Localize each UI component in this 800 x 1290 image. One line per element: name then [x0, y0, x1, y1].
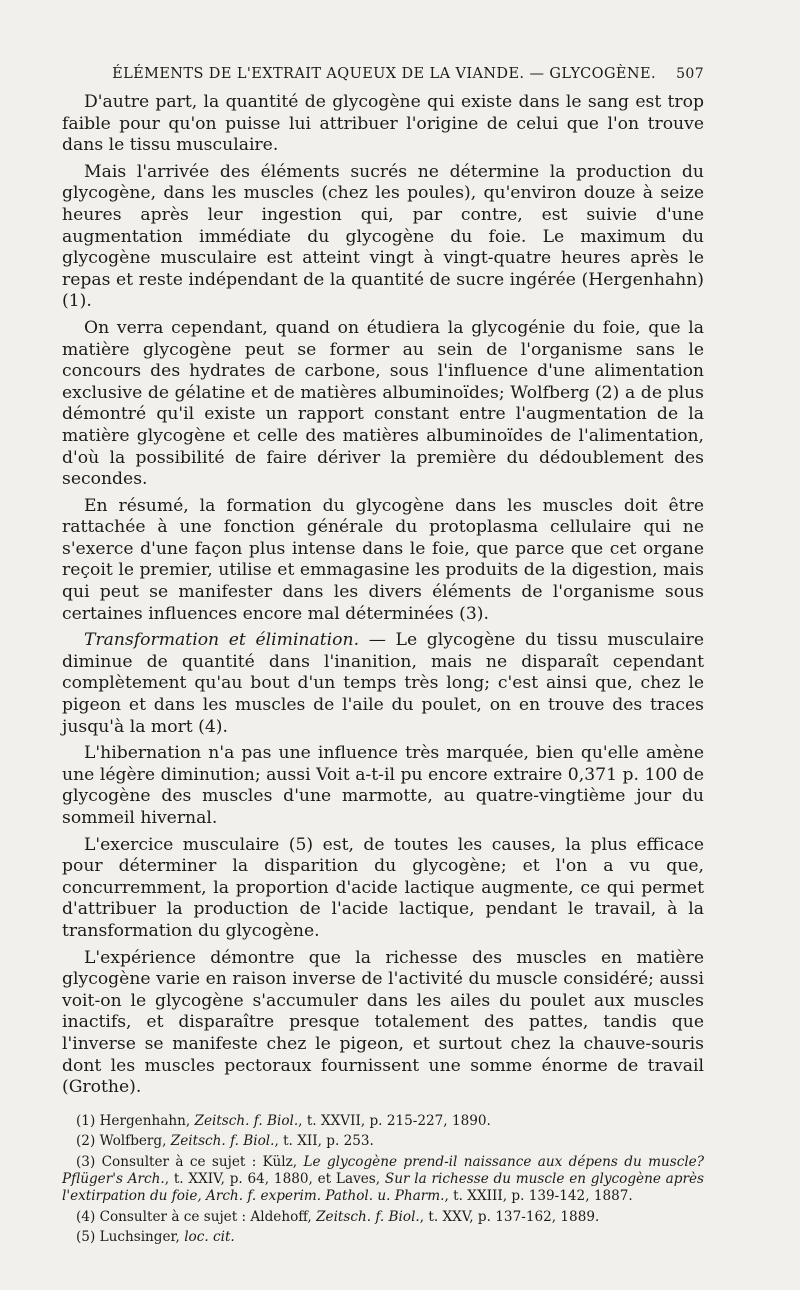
footnote-title: Sur la richesse du muscle en glycogène après l'extirpation du foie, Arch. f. experim. Pathol. u. Pharm. [62, 1170, 704, 1205]
paragraph: Mais l'arrivée des éléments sucrés ne détermine la production du glycogène, dans les muscles (chez les poules), qu'environ douze à seize heures après leur ingestion qui, par contre, est suivie d'une augmentation immédiate du glycogène du foie. Le maximum du glycogène musculaire est atteint vingt à vingt-quatre heures après le repas et reste indépendant de la quantité de sucre ingérée (Hergenhahn) (1). [62, 161, 704, 312]
section-run-in-heading: Transformation et élimination. [84, 630, 360, 651]
footnote-text: (3) Consulter à ce sujet : Külz, [76, 1153, 304, 1170]
footnote-citation: loc. cit. [184, 1229, 235, 1246]
page-number: 507 [676, 66, 704, 82]
paragraph-text: — Le glycogène du tissu musculaire diminue de quantité dans l'inanition, mais ne disparaît cependant complètement qu'au bout d'un temps très long; c'est ainsi que, chez le pigeon et dans les muscles de l'aile du poulet, on en trouve des traces jusqu'à la mort (4). [62, 630, 704, 737]
footnote-text: , t. XXIV, p. 64, 1880, et Laves, [164, 1170, 385, 1187]
footnote-text: (1) Hergenhahn, [76, 1112, 195, 1129]
footnote-text: , t. XXVII, p. 215-227, 1890. [298, 1112, 491, 1129]
paragraph: L'hibernation n'a pas une influence très marquée, bien qu'elle amène une légère diminution; aussi Voit a-t-il pu encore extraire 0,371 p. 100 de glycogène des muscles d'une marmotte, au quatre-vingtième jour du sommeil hivernal. [62, 743, 704, 828]
footnote-text: , t. XXV, p. 137-162, 1889. [419, 1208, 600, 1225]
footnote-text: , t. XXIII, p. 139-142, 1887. [444, 1188, 633, 1205]
footnote-text: (2) Wolfberg, [76, 1133, 171, 1150]
footnote-3 [62, 1154, 704, 1206]
footnote-1 [62, 1113, 704, 1130]
footnote-text: (4) Consulter à ce sujet : Aldehoff, [76, 1208, 317, 1225]
paragraph: En résumé, la formation du glycogène dans les muscles doit être rattachée à une fonction générale du protoplasma cellulaire qui ne s'exerce d'une façon plus intense dans le foie, que parce que cet organe reçoit le premier, utilise et emmagasine les produits de la digestion, mais qui peut se manifester dans les divers éléments de l'organisme sous certaines influences encore mal déterminées (3). [62, 495, 704, 624]
footnote-journal: Zeitsch. f. Biol. [194, 1112, 299, 1129]
footnotes [62, 1113, 704, 1247]
body-text [62, 92, 704, 1099]
running-head [62, 66, 704, 82]
paragraph: L'exercice musculaire (5) est, de toutes les causes, la plus efficace pour déterminer la disparition du glycogène; et l'on a vu que, concurremment, la proportion d'acide lactique augmente, ce qui permet d'attribuer la production de l'acide lactique, pendant le travail, à la transformation du glycogène. [62, 834, 704, 941]
footnote-text: , t. XII, p. 253. [274, 1133, 374, 1150]
paragraph: On verra cependant, quand on étudiera la glycogénie du foie, que la matière glycogène peut se former au sein de l'organisme sans le concours des hydrates de carbone, sous l'influence d'une alimentation exclusive de gélatine et de matières albuminoïdes; Wolfberg (2) a de plus démontré qu'il existe un rapport constant entre l'augmentation de la matière glycogène et celle des matières albuminoïdes de l'alimentation, d'où la possibilité de faire dériver la première du dédoublement des secondes. [62, 317, 704, 490]
paragraph-transformation [62, 630, 704, 738]
footnote-journal: Zeitsch. f. Biol. [170, 1133, 275, 1150]
footnote-title: Le glycogène prend-il naissance aux dépens du muscle? Pflüger's Arch. [62, 1153, 705, 1187]
paragraph: D'autre part, la quantité de glycogène qui existe dans le sang est trop faible pour qu'on puisse lui attribuer l'origine de celui que l'on trouve dans le tissu musculaire. [62, 92, 704, 156]
running-head-title: ÉLÉMENTS DE L'EXTRAIT AQUEUX DE LA VIANDE. — GLYCOGÈNE. [112, 66, 656, 82]
paragraph: L'expérience démontre que la richesse des muscles en matière glycogène varie en raison inverse de l'activité du muscle considéré; aussi voit-on le glycogène s'accumuler dans les ailes du poulet aux muscles inactifs, et disparaître presque totalement des pattes, tandis que l'inverse se manifeste chez le pigeon, et surtout chez la chauve-souris dont les muscles pectoraux fournissent une somme énorme de travail (Grothe). [62, 947, 704, 1098]
footnote-journal: Zeitsch. f. Biol. [316, 1208, 420, 1225]
footnote-5 [62, 1229, 704, 1246]
footnote-text: (5) Luchsinger, [76, 1229, 185, 1246]
footnote-4 [62, 1209, 704, 1226]
footnote-2 [62, 1133, 704, 1150]
